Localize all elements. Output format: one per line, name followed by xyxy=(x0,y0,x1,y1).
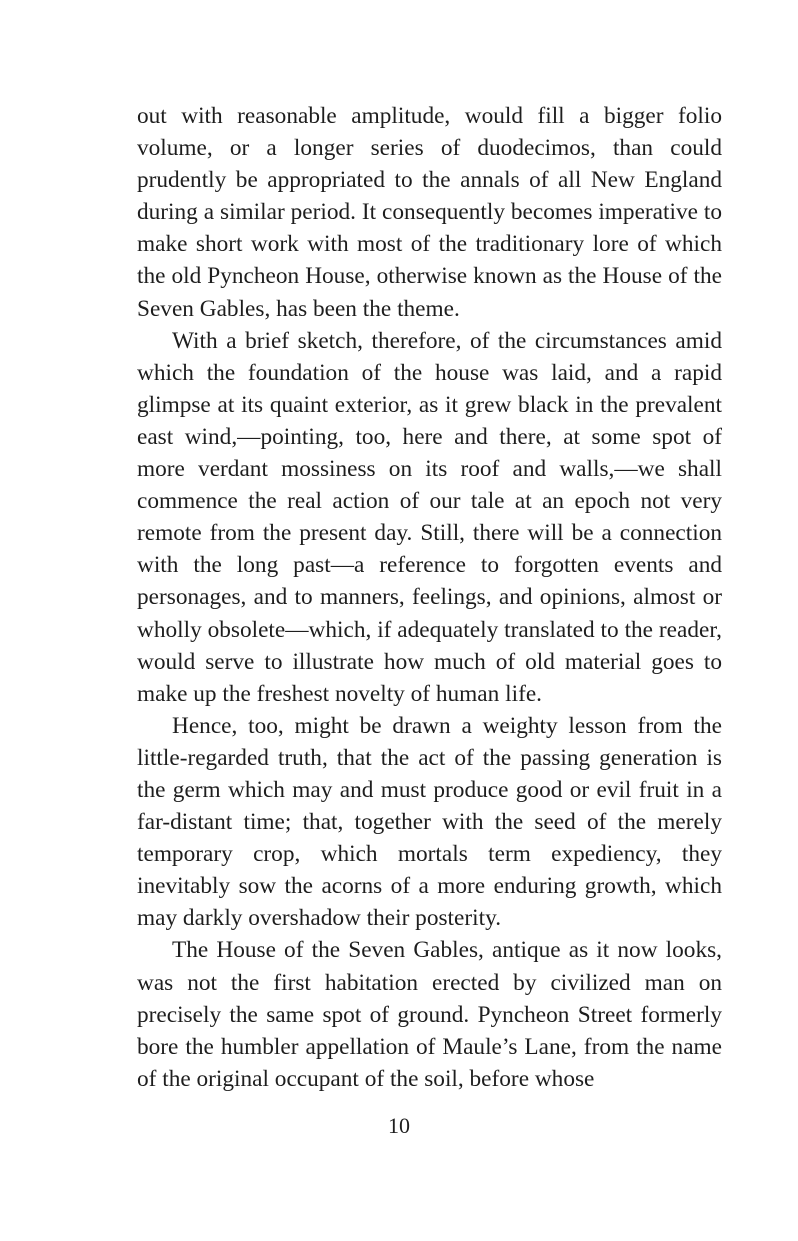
body-text xyxy=(137,100,722,1095)
paragraph: The House of the Seven Gables, antique as it now looks, was not the first habitation erected by civilized man on precisely the same spot of ground. Pyncheon Street formerly bore the humbler appellation of Maule’s Lane, from the name of the original occupant of the soil, before whose xyxy=(137,937,722,1092)
paragraph: With a brief sketch, therefore, of the circumstances amid which the foundation of the house was laid, and a rapid glimpse at its quaint exterior, as it grew black in the prevalent east wind,—pointing, too, here and there, at some spot of more verdant mossiness on its roof and walls,—we shall commence the real action of our tale at an epoch not very remote from the present day. Still, there will be a connection with the long past—a reference to forgotten events and personages, and to manners, feelings, and opinions, almost or wholly obsolete—which, if adequately translated to the reader, would serve to illustrate how much of old material goes to make up the freshest novelty of human life. xyxy=(137,327,722,707)
paragraph-continued: out with reasonable amplitude, would fill a bigger folio volume, or a longer series of duodecimos, than could prudently be appropriated to the annals of all New England during a similar period. It consequently becomes imperative to make short work with most of the traditionary lore of which the old Pyncheon House, otherwise known as the House of the Seven Gables, has been the theme. xyxy=(137,103,722,322)
page-number: 10 xyxy=(388,1113,410,1138)
paragraph: Hence, too, might be drawn a weighty lesson from the little-regarded truth, that the act of the passing generation is the germ which may and must produce good or evil fruit in a far-distant time; that, together with the seed of the merely temporary crop, which mortals term expediency, they inevitably sow the acorns of a more enduring growth, which may darkly overshadow their posterity. xyxy=(137,712,722,932)
